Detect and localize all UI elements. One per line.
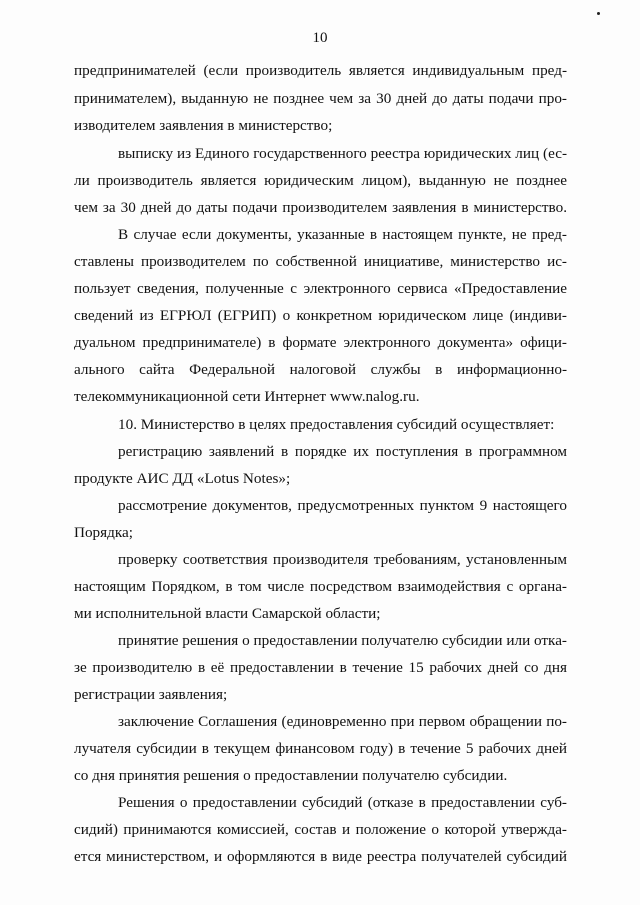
- text-line: ми исполнительной власти Самарской области;: [74, 605, 381, 622]
- text-line: рассмотрение документов, предусмотренных пунктом 9 настоящего: [118, 497, 567, 514]
- text-line: пользует сведения, полученные с электронного сервиса «Предоставление: [74, 280, 567, 297]
- text-line: принимателем), выданную не позднее чем за 30 дней до даты подачи про-: [74, 90, 567, 107]
- text-line: сидий) принимаются комиссией, состав и положение о которой утвержда-: [74, 821, 567, 838]
- text-line: продукте АИС ДД «Lotus Notes»;: [74, 470, 291, 487]
- text-line: В случае если документы, указанные в настоящем пункте, не пред-: [118, 226, 567, 243]
- text-line: зе производителю в её предоставлении в течение 15 рабочих дней со дня: [74, 659, 567, 676]
- text-line: 10. Министерство в целях предоставления субсидий осуществляет:: [118, 416, 555, 433]
- text-line: сведений из ЕГРЮЛ (ЕГРИП) о конкретном юридическом лице (индиви-: [74, 307, 567, 324]
- text-line: выписку из Единого государственного реестра юридических лиц (ес-: [118, 145, 567, 162]
- text-line: лучателя субсидии в текущем финансовом году) в течение 5 рабочих дней: [74, 740, 567, 757]
- text-line: ли производитель является юридическим лицом), выданную не позднее: [74, 172, 567, 189]
- text-line: предпринимателей (если производитель является индивидуальным пред-: [74, 62, 567, 79]
- text-line: проверку соответствия производителя требованиям, установленным: [118, 551, 567, 568]
- text-line: ется министерством, и оформляются в виде реестра получателей субсидий: [74, 848, 567, 865]
- text-line: регистрацию заявлений в порядке их поступления в программном: [118, 443, 567, 460]
- text-line: ставлены производителем по собственной инициативе, министерство ис-: [74, 253, 567, 270]
- page-number: 10: [312, 30, 328, 46]
- text-line: ального сайта Федеральной налоговой службы в информационно-: [74, 361, 567, 378]
- text-line: принятие решения о предоставлении получателю субсидии или отка-: [118, 632, 567, 649]
- text-line: чем за 30 дней до даты подачи производителем заявления в министерство.: [74, 199, 567, 216]
- text-line: со дня принятия решения о предоставлении получателю субсидии.: [74, 767, 508, 784]
- text-line: телекоммуникационной сети Интернет www.nalog.ru.: [74, 388, 420, 405]
- text-line: Решения о предоставлении субсидий (отказе в предоставлении суб-: [118, 794, 567, 811]
- scan-artifact-dot: [597, 12, 600, 15]
- text-line: настоящим Порядком, в том числе посредством взаимодействия с органа-: [74, 578, 567, 595]
- text-line: регистрации заявления;: [74, 686, 228, 703]
- text-line: Порядка;: [74, 524, 133, 541]
- text-line: дуальном предпринимателе) в формате электронного документа» офици-: [74, 334, 567, 351]
- text-line: изводителем заявления в министерство;: [74, 117, 333, 134]
- text-line: заключение Соглашения (единовременно при первом обращении по-: [118, 713, 567, 730]
